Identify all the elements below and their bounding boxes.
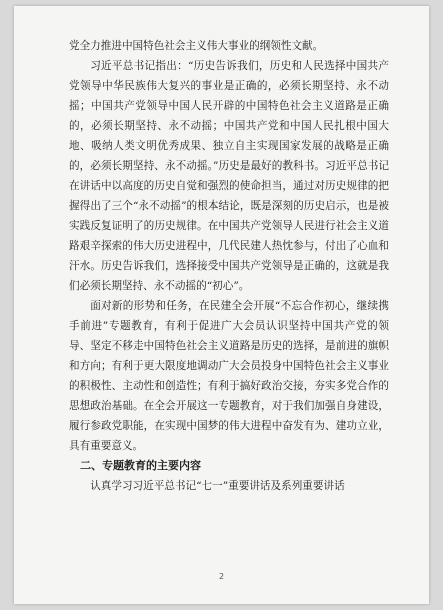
- paragraph-continuation: 党全力推进中国特色社会主义伟大事业的纲领性文献。: [69, 40, 324, 52]
- document-page: [14, 6, 429, 604]
- paragraph-education-significance: 面对新的形势和任务，在民建全会开展“不忘合作初心，继续携手前进”专题教育，有利于促进广大会员认识坚持中国共产党的领导、坚定不移走中国特色社会主义道路是历史的选择，是前进的旗帜和方向；有利于更大限度地调动广大会员投身中国特色社会主义事业的积极性、主动性和创造性；有利于搞好政治交接，夯实多党合作的思想政治基础。在全会开展这一专题教育，对于我们加强自身建设，履行参政党职能，在实现中国梦的伟大进程中奋发有为、建功立业，具有重要意义。: [69, 300, 389, 452]
- paragraph-content-start: 认真学习习近平总书记“七一”重要讲话及系列重要讲话: [90, 480, 345, 492]
- page-content: [69, 36, 389, 496]
- section-heading: 二、专题教育的主要内容: [80, 459, 201, 472]
- paragraph-quote: 习近平总书记指出：“历史告诉我们，历史和人民选择中国共产党领导中华民族伟大复兴的事业是正确的，必须长期坚持、永不动摇；中国共产党领导中国人民开辟的中国特色社会主义道路是正确的，必须长期坚持、永不动摇；中国共产党和中国人民扎根中国大地、吸纳人类文明优秀成果、独立自主实现国家发展的战略是正确的，必须长期坚持、永不动摇。”历史是最好的教科书。习近平总书记在讲话中以高度的历史自觉和强烈的使命担当，通过对历史规律的把握得出了三个“永不动摇”的根本结论，既是深刻的历史启示，也是被实践反复证明了的历史规律。在中国共产党领导人民进行社会主义道路艰辛探索的伟大历史进程中，几代民建人热忱参与，付出了心血和汗水。历史告诉我们，选择接受中国共产党领导是正确的，这就是我们必须长期坚持、永不动摇的“初心”。: [69, 60, 389, 292]
- page-number: 2: [218, 572, 225, 581]
